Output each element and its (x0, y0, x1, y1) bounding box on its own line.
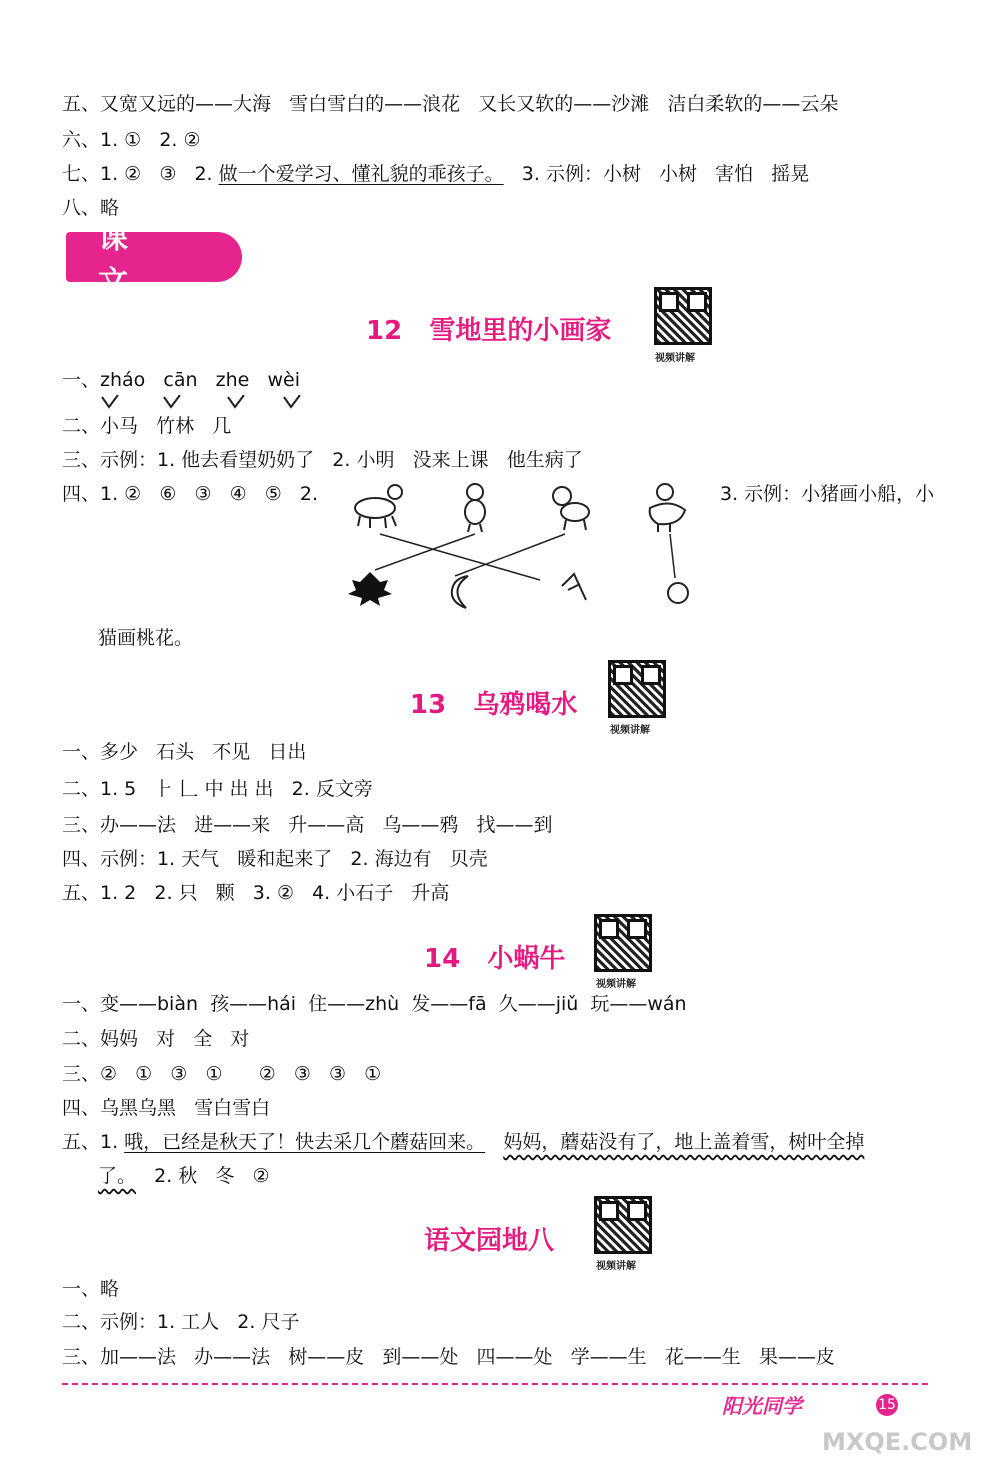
l14-q5-underlined: 哦，已经是秋天了！快去采几个蘑菇回来。 (124, 1131, 486, 1153)
garden-8-title: 语文园地八 (424, 1226, 555, 1256)
check-marks (96, 395, 336, 411)
l14-q1: 一、变——biàn 孩——hái 住——zhù 发——fā 久——jiǔ 玩——wán (62, 993, 687, 1015)
g8-q1: 一、略 (62, 1278, 120, 1300)
bamboo-leaf-icon (562, 574, 586, 600)
chick-icon (465, 484, 485, 532)
qr-label: 视频讲解 (596, 1261, 636, 1272)
g8-q3: 三、加——法 办——法 树——皮 到——处 四——处 学——生 花——生 果——皮 (62, 1346, 835, 1368)
answer-line-6: 六、1. ① 2. ② (62, 129, 201, 151)
l12-q1: 一、zháo cān zhe wèi (62, 369, 300, 391)
l12-q4b: 3. 示例：小猪画小船，小 (720, 483, 935, 505)
l14-q3: 三、② ① ③ ① ② ③ ③ ① (62, 1063, 382, 1085)
moon-icon (452, 576, 468, 608)
answer-7-suffix: 3. 示例：小树 小树 害怕 摇晃 (503, 163, 810, 185)
qr-code-icon[interactable] (594, 1196, 652, 1254)
l14-q4: 四、乌黑乌黑 雪白雪白 (62, 1097, 271, 1119)
l14-q5-suffix: 2. 秋 冬 ② (136, 1165, 270, 1187)
l14-q5 (62, 1130, 864, 1154)
l13-q5: 五、1. 2 2. 只 颗 3. ② 4. 小石子 升高 (62, 882, 450, 904)
section-badge: 课 文 (66, 232, 242, 282)
watermark: MXQE.COM (822, 1428, 973, 1456)
qr-code-icon[interactable] (608, 660, 666, 718)
l14-q5-wavy: 妈妈，蘑菇没有了，地上盖着雪，树叶全掉 (503, 1131, 865, 1153)
matching-diagram (340, 478, 710, 613)
l13-q2: 二、1. 5 ⺊ 𠃊 中 出 出 2. 反文旁 (62, 778, 373, 800)
g8-q2: 二、示例：1. 工人 2. 尺子 (62, 1311, 300, 1333)
maple-leaf-icon (348, 572, 392, 606)
answer-line-7 (62, 162, 809, 186)
brand-logo: 阳光同学 (722, 1394, 802, 1418)
qr-code-icon[interactable] (594, 914, 652, 972)
dog-icon (553, 487, 589, 530)
horse-icon (355, 485, 402, 528)
flower-icon (668, 583, 688, 603)
answer-7-underlined: 做一个爱学习、懂礼貌的乖孩子。 (218, 163, 504, 185)
page-number: 15 (876, 1394, 898, 1416)
answer-7-prefix: 七、1. ② ③ 2. (62, 163, 219, 185)
l13-q4: 四、示例：1. 天气 暖和起来了 2. 海边有 贝壳 (62, 848, 488, 870)
lesson-14-title: 14 小蜗牛 (424, 944, 566, 974)
qr-label: 视频讲解 (610, 725, 650, 736)
lesson-13-title: 13 乌鸦喝水 (410, 690, 578, 720)
l14-q2: 二、妈妈 对 全 对 (62, 1028, 250, 1050)
lesson-12-title: 12 雪地里的小画家 (366, 316, 612, 346)
l13-q1: 一、多少 石头 不见 日出 (62, 741, 307, 763)
l12-q4c: 猫画桃花。 (98, 627, 194, 649)
answer-line-5: 五、又宽又远的——大海 雪白雪白的——浪花 又长又软的——沙滩 洁白柔软的——云朵 (62, 93, 839, 115)
l14-q5-prefix: 五、1. (62, 1131, 125, 1153)
answer-line-8: 八、略 (62, 197, 120, 219)
l12-q3: 三、示例：1. 他去看望奶奶了 2. 小明 没来上课 他生病了 (62, 449, 583, 471)
l12-q4a: 四、1. ② ⑥ ③ ④ ⑤ 2. (62, 483, 319, 505)
l14-q5-wavy-cont: 了。 (98, 1165, 137, 1187)
l14-q5-cont (98, 1164, 270, 1188)
qr-label: 视频讲解 (596, 979, 636, 990)
footer-divider (62, 1383, 928, 1385)
qr-label: 视频讲解 (655, 353, 695, 364)
qr-code-icon[interactable] (654, 287, 712, 345)
duck-icon (650, 484, 685, 532)
l12-q2: 二、小马 竹林 几 (62, 415, 232, 437)
l13-q3: 三、办——法 进——来 升——高 乌——鸦 找——到 (62, 814, 553, 836)
